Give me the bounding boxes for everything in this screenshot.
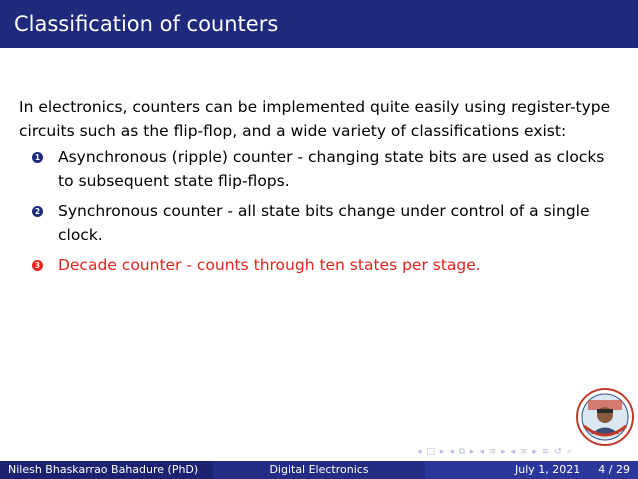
intro-paragraph: In electronics, counters can be implemented quite easily using register-type circuits such as the flip-flop, and a wide variety of classifications exist: bbox=[19, 98, 611, 140]
list-item bbox=[32, 199, 612, 247]
footer-page-number: 4 / 29 bbox=[598, 463, 630, 476]
author-logo bbox=[576, 388, 634, 446]
footer-author: Nilesh Bhaskarrao Bahadure (PhD) bbox=[8, 463, 199, 476]
footer-date: July 1, 2021 bbox=[515, 463, 581, 476]
footer-info-section bbox=[425, 461, 638, 479]
nav-back-icon[interactable]: ⌕ bbox=[566, 447, 573, 457]
slide-header bbox=[0, 0, 638, 48]
nav-section-icon[interactable]: ≡ bbox=[488, 447, 498, 457]
nav-align-icon[interactable]: ≡ bbox=[541, 447, 551, 457]
nav-icons[interactable] bbox=[417, 447, 573, 457]
list-item bbox=[32, 253, 612, 277]
list-item-text: Synchronous counter - all state bits change under control of a single clock. bbox=[58, 202, 590, 244]
nav-next-subsection-icon[interactable]: ▸ bbox=[469, 447, 476, 457]
footer-author-section bbox=[0, 461, 213, 479]
nav-search-icon[interactable]: ↺ bbox=[554, 447, 563, 457]
list-item bbox=[32, 145, 612, 193]
nav-frame-icon[interactable]: □ bbox=[426, 447, 436, 457]
nav-subsection-icon[interactable]: ⧉ bbox=[458, 447, 467, 457]
bullet-number-icon: 3 bbox=[32, 260, 43, 271]
bullet-number-icon: 2 bbox=[32, 206, 43, 217]
footer-title-section bbox=[213, 461, 425, 479]
bullet-number-icon: 1 bbox=[32, 152, 43, 163]
nav-prev-subsection-icon[interactable]: ◂ bbox=[449, 447, 455, 457]
slide-footer bbox=[0, 461, 638, 479]
nav-section2-icon[interactable]: ≡ bbox=[519, 447, 529, 457]
nav-prev-section2-icon[interactable]: ◂ bbox=[510, 447, 517, 457]
nav-prev-frame-icon[interactable]: ◂ bbox=[417, 447, 423, 457]
nav-next-frame-icon[interactable]: ▸ bbox=[439, 447, 446, 457]
list-item-text-highlighted: Decade counter - counts through ten states per stage. bbox=[58, 256, 481, 274]
slide-title: Classification of counters bbox=[14, 12, 279, 36]
list-item-text: Asynchronous (ripple) counter - changing state bits are used as clocks to subsequent state flip-flops. bbox=[58, 148, 605, 190]
footer-title: Digital Electronics bbox=[269, 463, 369, 476]
nav-prev-section-icon[interactable]: ◂ bbox=[479, 447, 485, 457]
nav-next-section2-icon[interactable]: ▸ bbox=[532, 447, 538, 457]
nav-next-section-icon[interactable]: ▸ bbox=[501, 447, 507, 457]
